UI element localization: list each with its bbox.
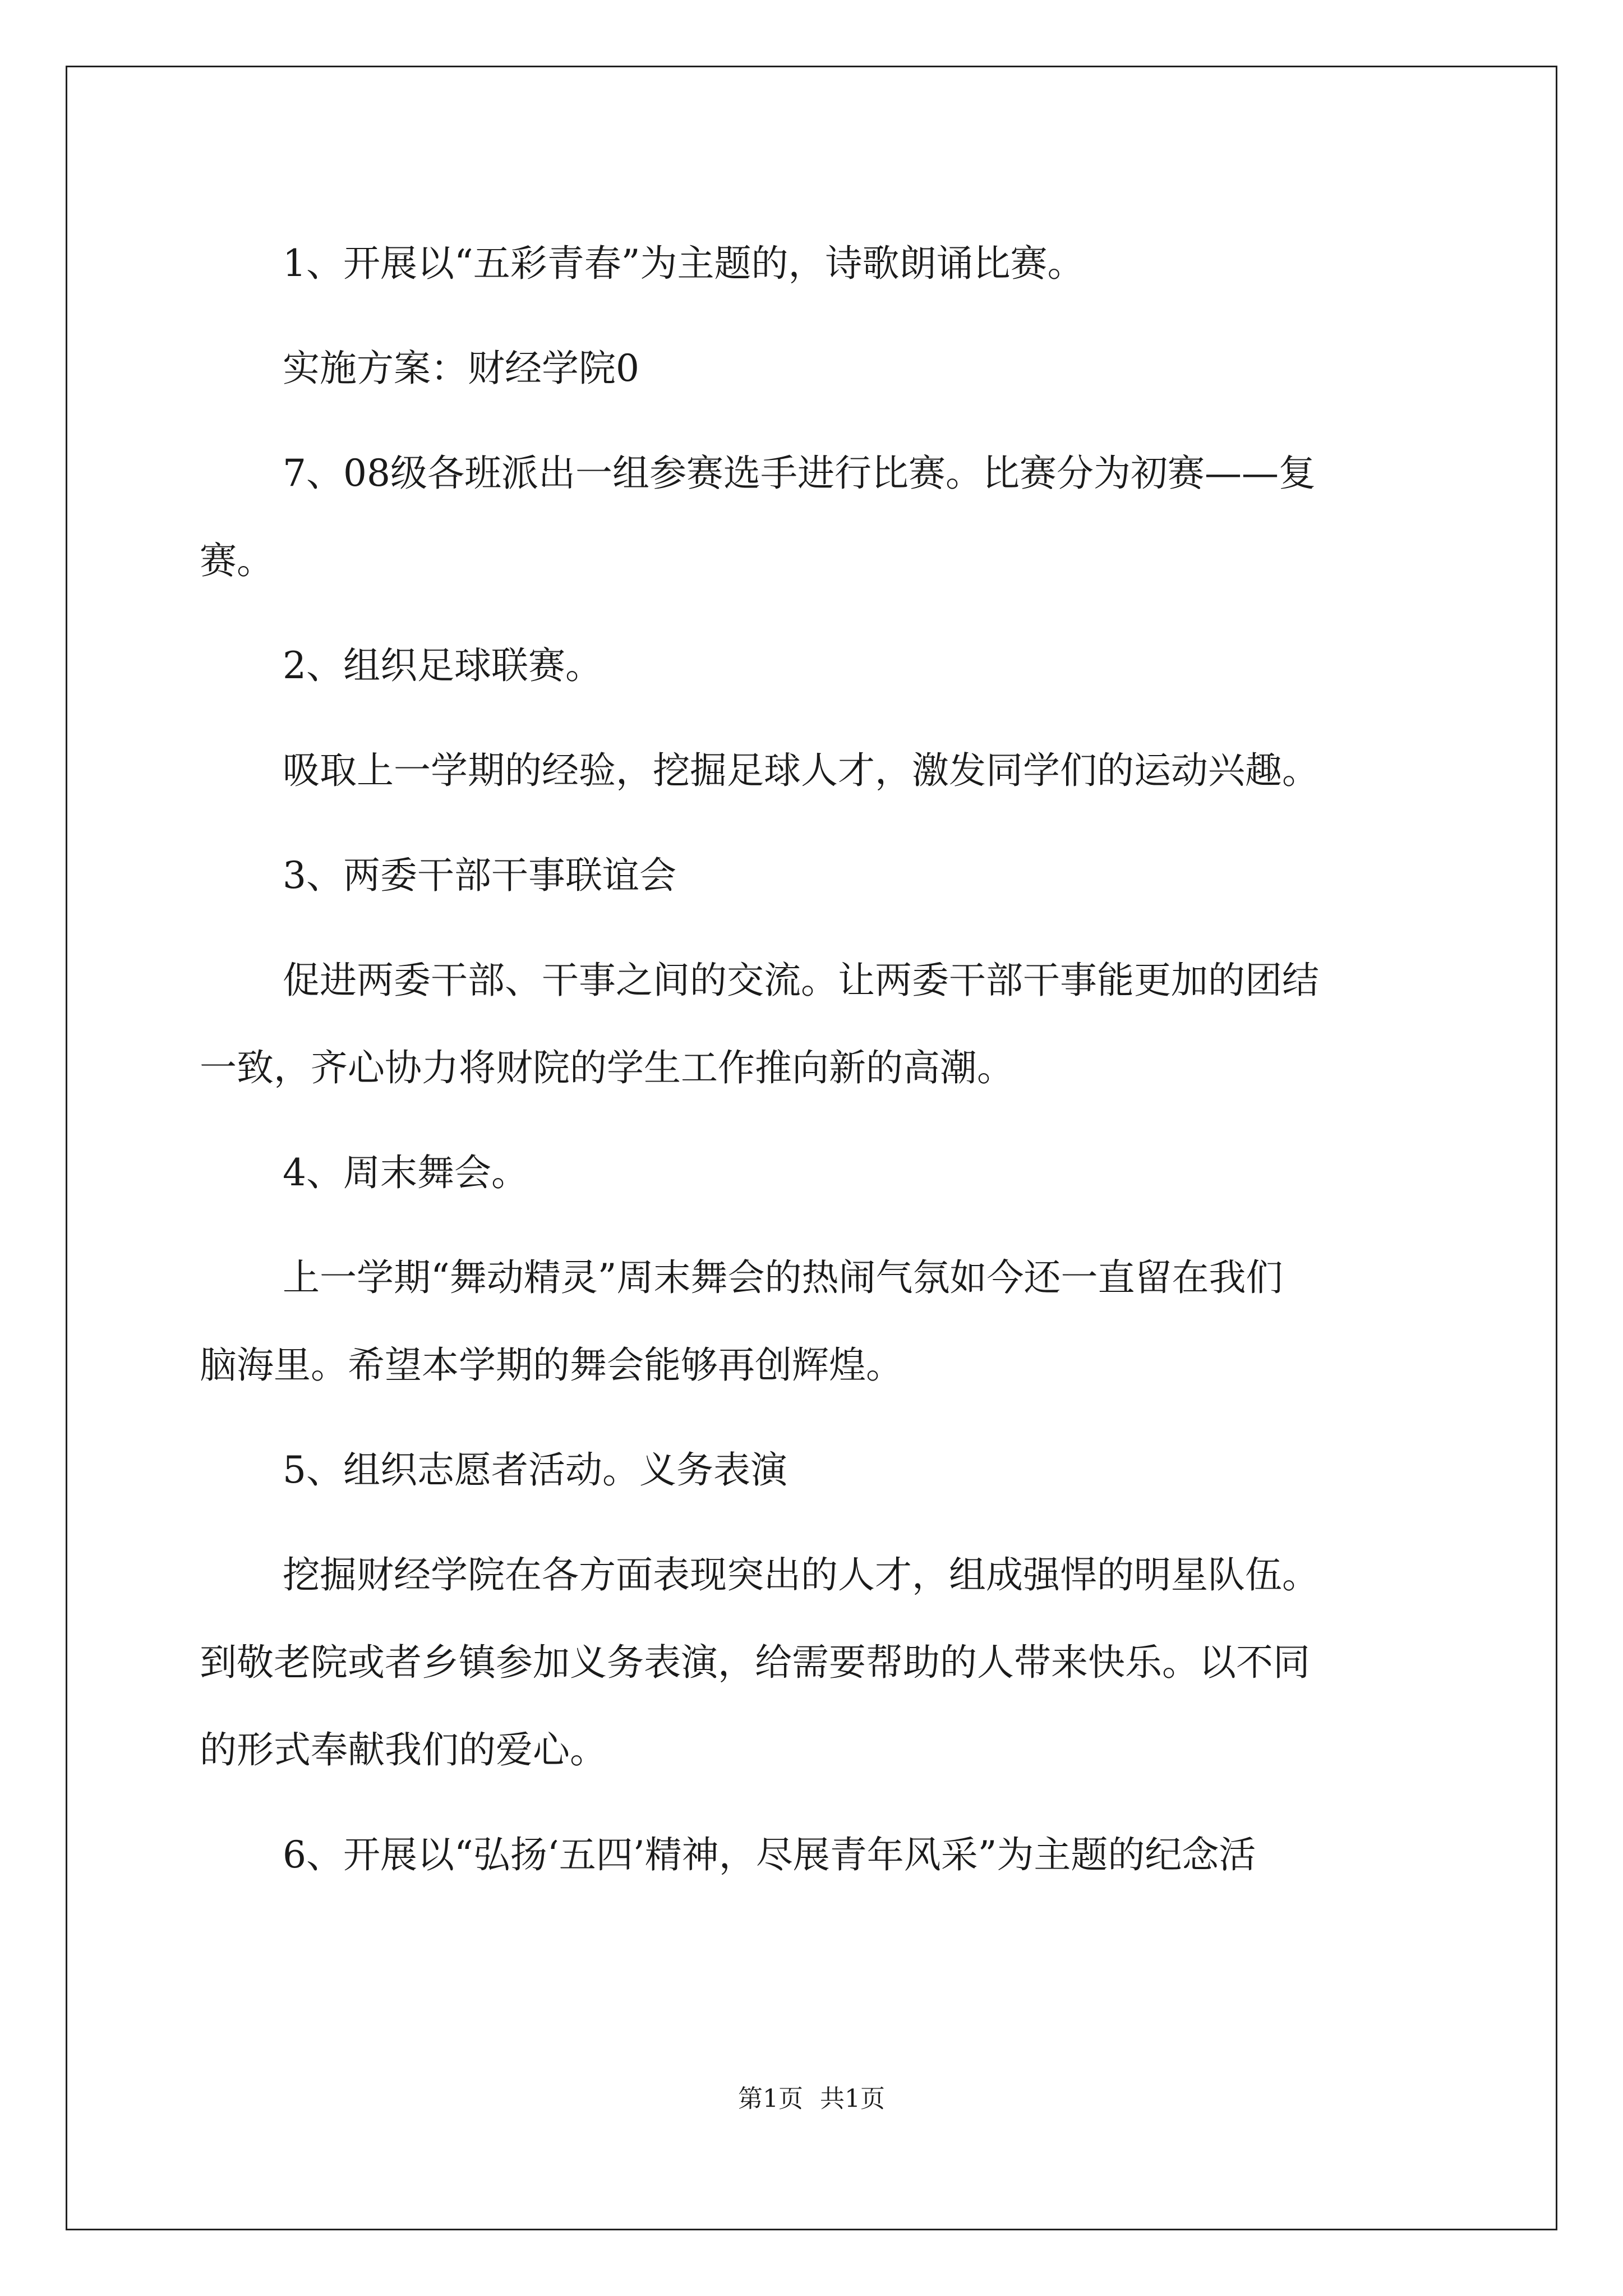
paragraph-line: 上一学期“舞动精灵”周末舞会的热闹气氛如今还一直留在我们 (283, 1256, 1283, 1299)
paragraph-line: 促进两委干部、干事之间的交流。让两委干部干事能更加的团结 (283, 959, 1319, 1002)
paragraph (200, 622, 1433, 710)
paragraph-line: 赛。 (200, 539, 274, 582)
paragraph-line: 2、组织足球联赛。 (283, 644, 602, 687)
paragraph (200, 430, 1433, 605)
paragraph (200, 220, 1433, 307)
paragraph-line: 7、08级各班派出一组参赛选手进行比赛。比赛分为初赛——复 (283, 452, 1316, 495)
paragraph (200, 1234, 1433, 1409)
paragraph (200, 1427, 1433, 1514)
paragraph-line: 一致，齐心协力将财院的学生工作推向新的高潮。 (200, 1046, 1014, 1089)
document-body (200, 220, 1433, 1916)
paragraph-line: 3、两委干部干事联谊会 (283, 854, 676, 897)
paragraph (200, 832, 1433, 919)
paragraph (200, 1531, 1433, 1794)
page-total: 共1页 (820, 2085, 885, 2113)
paragraph-line: 脑海里。希望本学期的舞会能够再创辉煌。 (200, 1343, 903, 1387)
paragraph-line: 6、开展以“弘扬‘五四’精神，尽展青年风采”为主题的纪念活 (283, 1833, 1256, 1876)
paragraph-line: 4、周末舞会。 (283, 1151, 528, 1194)
paragraph (200, 937, 1433, 1112)
paragraph (200, 1129, 1433, 1217)
paragraph-line: 1、开展以“五彩青春”为主题的，诗歌朗诵比赛。 (283, 242, 1085, 285)
paragraph-line: 挖掘财经学院在各方面表现突出的人才，组成强悍的明星队伍。 (283, 1553, 1319, 1596)
paragraph-line: 5、组织志愿者活动。义务表演 (283, 1448, 787, 1492)
paragraph (200, 1811, 1433, 1899)
paragraph (200, 325, 1433, 412)
paragraph-line: 的形式奉献我们的爱心。 (200, 1728, 607, 1772)
paragraph (200, 727, 1433, 815)
page-footer (0, 2082, 1623, 2116)
paragraph-line: 实施方案：财经学院0 (283, 347, 639, 390)
paragraph-line: 吸取上一学期的经验，挖掘足球人才，激发同学们的运动兴趣。 (283, 749, 1319, 792)
paragraph-line: 到敬老院或者乡镇参加义务表演，给需要帮助的人带来快乐。以不同 (200, 1641, 1310, 1684)
page-number: 第1页 (738, 2085, 803, 2113)
